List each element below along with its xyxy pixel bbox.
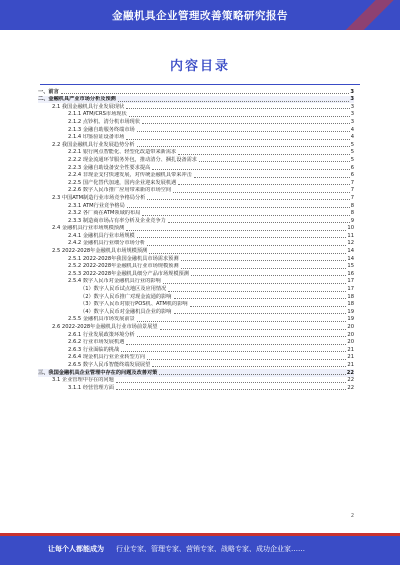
toc-entry-text: 一、前言 — [38, 88, 59, 95]
toc-leader-dots — [181, 260, 347, 261]
toc-entry-page: 22 — [346, 369, 354, 376]
toc-entry[interactable] — [38, 293, 354, 301]
toc-entry-page: 9 — [350, 217, 354, 224]
toc-entry-page: 19 — [347, 308, 354, 315]
header-banner — [0, 0, 400, 30]
toc-entry[interactable] — [38, 232, 354, 240]
toc-entry-text: 2.6.4 现金机具行业企业转型方向 — [68, 354, 146, 361]
toc-entry-text: 2.6 2022-2028年金融机具行业市场前景展望 — [52, 324, 158, 330]
toc-leader-dots — [174, 313, 347, 314]
toc-entry[interactable] — [38, 316, 354, 324]
toc-entry-text: 2.4.2 金融机具行业细分市场分析 — [68, 240, 146, 247]
toc-entry[interactable] — [38, 111, 354, 119]
toc-entry-text: 2.6.3 行业面临的挑战 — [68, 346, 120, 353]
toc-entry-page: 5 — [350, 149, 354, 156]
toc-entry-page: 14 — [347, 248, 354, 255]
toc-leader-dots — [159, 374, 345, 375]
toc-leader-dots — [152, 169, 349, 170]
toc-entry-page: 5 — [350, 141, 354, 148]
toc-leader-dots — [127, 207, 350, 208]
toc-leader-dots — [137, 131, 350, 132]
toc-entry-text: 2.5.1 2022-2028年我国金融机具市场需求预测 — [68, 255, 179, 262]
toc-entry-text: 2.1.2 点钞机、清分机市场现状 — [68, 118, 140, 125]
toc-entry-page: 4 — [350, 134, 354, 141]
toc-entry[interactable] — [38, 164, 354, 172]
toc-entry-page: 17 — [347, 286, 354, 293]
toc-entry[interactable] — [38, 96, 354, 104]
toc-entry-page: 22 — [347, 377, 354, 384]
toc-leader-dots — [160, 329, 347, 330]
toc-entry[interactable] — [38, 149, 354, 157]
toc-entry-text: 2.6.5 数字人民币智能终端发展展望 — [68, 361, 151, 368]
toc-entry-page: 19 — [347, 316, 354, 323]
toc-leader-dots — [181, 268, 347, 269]
toc-entry-page: 3 — [350, 103, 354, 110]
toc-entry[interactable] — [38, 270, 354, 278]
toc-entry-text: 二、金融机具产业市场分析及预测 — [38, 96, 116, 103]
toc-entry[interactable] — [38, 202, 354, 210]
toc-entry-page: 18 — [347, 293, 354, 300]
toc-leader-dots — [129, 116, 350, 117]
toc-leader-dots — [116, 382, 347, 383]
toc-entry-text: 2.2.4 非现金支付快速发展，对传统金融机具带来冲击 — [68, 172, 192, 179]
toc-entry-text: （2）数字人民币推广对现金流通的影响 — [80, 293, 172, 300]
toc-entry[interactable] — [38, 194, 354, 202]
toc-entry[interactable] — [38, 240, 354, 248]
toc-leader-dots — [147, 199, 349, 200]
toc-entry[interactable] — [38, 134, 354, 142]
toc-leader-dots — [149, 253, 346, 254]
toc-entry[interactable] — [38, 339, 354, 347]
toc-entry-text: 3.1.1 经营管理方面 — [68, 384, 114, 391]
toc-entry[interactable] — [38, 179, 354, 187]
toc-entry-page: 20 — [347, 324, 354, 330]
toc-leader-dots — [61, 93, 350, 94]
toc-entry[interactable] — [38, 88, 354, 96]
toc-leader-dots — [173, 192, 350, 193]
toc-entry-page: 17 — [347, 278, 354, 285]
toc-leader-dots — [142, 215, 349, 216]
toc-leader-dots — [137, 336, 347, 337]
toc-entry[interactable] — [38, 156, 354, 164]
toc-leader-dots — [152, 366, 346, 367]
toc-entry-page: 8 — [350, 210, 354, 217]
toc-entry-text: 2.4 金融机具行业市场规模预测 — [52, 225, 125, 232]
toc-entry-page: 21 — [347, 346, 354, 353]
toc-entry-page: 3 — [350, 118, 354, 125]
footer-banner — [0, 533, 400, 565]
toc-leader-dots — [168, 222, 350, 223]
footer-roles: 行业专家、管理专家、营销专家、战略专家、成功企业家…… — [116, 545, 305, 553]
toc-entry-page: 8 — [350, 202, 354, 209]
toc-entry-text: （3）数字人民币对银行POS机、ATM机的影响 — [80, 301, 188, 308]
toc-entry-text: 2.6.2 行业市场发展机遇 — [68, 339, 125, 346]
toc-entry-page: 21 — [347, 361, 354, 368]
toc-leader-dots — [178, 154, 349, 155]
toc-entry-text: （1）数字人民币试点地区及应用情况 — [80, 286, 167, 293]
page-number: 2 — [350, 513, 354, 519]
toc-entry-page: 5 — [350, 156, 354, 163]
toc-entry[interactable] — [38, 126, 354, 134]
toc-entry[interactable] — [38, 103, 354, 111]
toc-entry-text: 2.2.1 银行网点智能化、轻型化改造带来新需求 — [68, 149, 177, 156]
toc-entry-text: 2.1.1 ATM/CRS市场现状 — [68, 111, 127, 118]
divider — [40, 84, 360, 85]
report-title: 金融机具企业管理改善策略研究报告 — [112, 9, 288, 22]
toc-entry[interactable] — [38, 118, 354, 126]
toc-entry[interactable] — [38, 247, 354, 255]
toc-entry[interactable] — [38, 263, 354, 271]
toc-entry-page: 10 — [347, 225, 354, 232]
toc-entry-text: 2.3.1 ATM行业竞争格局 — [68, 202, 125, 209]
toc-entry-text: 2.1.4 印鉴验证设备市场 — [68, 134, 125, 141]
toc-entry-page: 15 — [347, 263, 354, 270]
toc-entry-page: 18 — [347, 301, 354, 308]
toc-entry[interactable] — [38, 172, 354, 180]
toc-entry-page: 6 — [350, 172, 354, 179]
toc-entry-page: 7 — [350, 179, 354, 186]
toc-leader-dots — [178, 184, 349, 185]
toc-leader-dots — [116, 389, 346, 390]
toc-entry-text: 2.2.5 国产化替代加速，国内企业迎来发展机遇 — [68, 179, 177, 186]
toc-entry-text: 2.2.3 金融自助设备安全性要求提高 — [68, 164, 151, 171]
toc-leader-dots — [147, 245, 346, 246]
toc-entry-text: 2.5.3 2022-2028年金融机具细分产品市场规模预测 — [68, 270, 189, 277]
toc-entry-page: 6 — [350, 164, 354, 171]
toc-leader-dots — [126, 139, 349, 140]
toc-entry[interactable] — [38, 361, 354, 369]
toc-entry-page: 7 — [350, 194, 354, 201]
toc-entry[interactable] — [38, 278, 354, 286]
toc-entry-text: 2.5 2022-2028年金融机具市场规模预测 — [52, 248, 148, 255]
table-of-contents — [38, 88, 354, 392]
toc-entry-text: 2.5.5 金融机具市场发展前景 — [68, 316, 135, 323]
toc-entry[interactable] — [38, 384, 354, 392]
toc-leader-dots — [191, 275, 346, 276]
toc-entry[interactable] — [38, 285, 354, 293]
toc-leader-dots — [142, 123, 350, 124]
toc-leader-dots — [194, 177, 350, 178]
toc-entry-page: 20 — [347, 331, 354, 338]
toc-entry-page: 12 — [347, 240, 354, 247]
footer-accent-bar — [0, 533, 400, 536]
toc-entry[interactable] — [38, 141, 354, 149]
toc-entry-text: 三、我国金融机具企业管理中存在的问题及改善对策 — [38, 369, 158, 376]
toc-entry-text: 2.2 我国金融机具行业发展趋势分析 — [52, 141, 135, 148]
toc-leader-dots — [137, 146, 350, 147]
toc-leader-dots — [147, 359, 346, 360]
toc-entry-text: （4）数字人民币对金融机具企业的影响 — [80, 308, 172, 315]
toc-entry-page: 4 — [350, 126, 354, 133]
toc-entry-page: 11 — [347, 232, 354, 239]
toc-entry-page: 3 — [350, 88, 354, 95]
toc-entry-text: 3.1 企业管理中存在的问题 — [52, 377, 114, 384]
toc-entry[interactable] — [38, 377, 354, 385]
toc-leader-dots — [137, 237, 347, 238]
toc-leader-dots — [199, 161, 350, 162]
toc-entry[interactable] — [38, 308, 354, 316]
toc-entry-page: 3 — [350, 111, 354, 118]
toc-entry-page: 14 — [347, 255, 354, 262]
toc-entry-text: 2.1.3 金融自助服务终端市场 — [68, 126, 135, 133]
toc-entry-text: 2.5.2 2022-2028年金融机具行业市场规模预测 — [68, 263, 179, 270]
toc-leader-dots — [118, 101, 350, 102]
toc-entry[interactable] — [38, 354, 354, 362]
toc-leader-dots — [190, 306, 347, 307]
toc-leader-dots — [121, 351, 346, 352]
toc-leader-dots — [168, 291, 346, 292]
toc-entry-text: 2.3.3 制造商市场占有率分析及企业竞争力 — [68, 217, 166, 224]
toc-entry-page: 22 — [347, 384, 354, 391]
toc-entry-text: 2.2.2 现金流通环节服务外包，推动清分、捆扎设备需求 — [68, 156, 197, 163]
toc-entry-text: 2.4.1 金融机具行业市场规模 — [68, 232, 135, 239]
toc-leader-dots — [126, 230, 346, 231]
toc-leader-dots — [126, 344, 346, 345]
toc-leader-dots — [137, 321, 347, 322]
toc-entry[interactable] — [38, 369, 354, 377]
toc-entry-text: 2.3 中国ATM制造行业市场竞争格局分析 — [52, 194, 146, 201]
toc-heading: 内容目录 — [169, 59, 230, 74]
toc-entry-page: 20 — [347, 339, 354, 346]
toc-entry-page: 21 — [347, 354, 354, 361]
toc-entry-text: 2.3.2 各厂商在ATM领域的布局 — [68, 210, 141, 217]
toc-entry[interactable] — [38, 187, 354, 195]
toc-entry[interactable] — [38, 225, 354, 233]
toc-entry[interactable] — [38, 346, 354, 354]
toc-entry-page: 16 — [347, 270, 354, 277]
toc-entry-text: 2.5.4 数字人民币对金融机具行业的影响 — [68, 278, 161, 285]
toc-entry[interactable] — [38, 323, 354, 331]
toc-entry[interactable] — [38, 217, 354, 225]
toc-leader-dots — [163, 283, 347, 284]
toc-entry-text: 2.1 我国金融机具行业发展现状 — [52, 103, 125, 110]
toc-leader-dots — [126, 108, 350, 109]
toc-entry[interactable] — [38, 301, 354, 309]
toc-entry-text: 2.2.6 数字人民币推广应用带来新的市场空间 — [68, 187, 172, 194]
toc-entry-page: 7 — [350, 187, 354, 194]
footer-slogan: 让每个人都能成为 — [48, 545, 104, 553]
toc-entry[interactable] — [38, 255, 354, 263]
toc-entry[interactable] — [38, 331, 354, 339]
toc-leader-dots — [174, 298, 347, 299]
toc-entry-text: 2.6.1 行业发展政策环境分析 — [68, 331, 135, 338]
toc-entry[interactable] — [38, 210, 354, 218]
toc-entry-page: 3 — [350, 96, 354, 103]
